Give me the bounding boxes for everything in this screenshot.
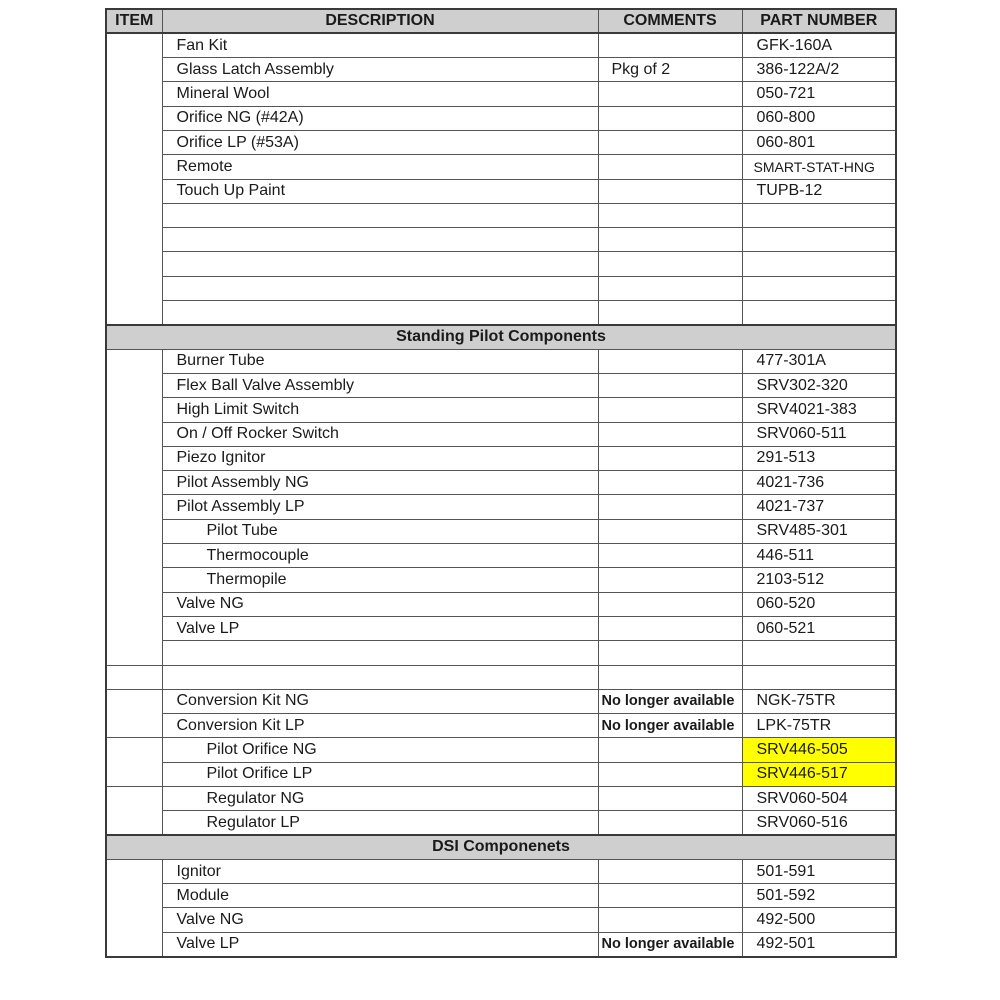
part-number-cell: 501-592 [742,884,896,908]
comments-cell [598,203,742,227]
item-cell [106,349,162,373]
comments-cell [598,179,742,203]
item-cell [106,859,162,883]
part-number-cell [742,665,896,689]
section-title: DSI Componenets [106,835,896,859]
table-row [106,179,896,203]
part-number-cell: 060-800 [742,106,896,130]
table-row [106,714,896,738]
part-number-cell [742,228,896,252]
part-number-cell: 477-301A [742,349,896,373]
table-row [106,106,896,130]
part-number-cell [742,641,896,665]
description-cell: Ignitor [162,859,598,883]
table-row [106,58,896,82]
comments-cell [598,349,742,373]
item-cell [106,82,162,106]
item-cell [106,908,162,932]
item-cell [106,884,162,908]
description-cell [162,228,598,252]
table-row [106,82,896,106]
description-cell: Orifice LP (#53A) [162,130,598,154]
comments-cell [598,471,742,495]
description-cell [162,203,598,227]
comments-cell [598,811,742,835]
part-number-cell-highlighted: SRV446-505 [742,738,896,762]
item-cell [106,592,162,616]
comments-cell [598,592,742,616]
description-cell [162,301,598,325]
item-cell [106,276,162,300]
item-cell [106,301,162,325]
comments-cell [598,106,742,130]
description-cell: Valve LP [162,932,598,956]
empty-row [106,252,896,276]
description-cell: Valve LP [162,616,598,640]
item-cell [106,641,162,665]
item-cell [106,398,162,422]
part-number-cell: 060-520 [742,592,896,616]
part-number-cell: 060-801 [742,130,896,154]
comments-cell [598,616,742,640]
part-number-cell: 446-511 [742,544,896,568]
description-cell: Module [162,884,598,908]
part-number-cell: 291-513 [742,446,896,470]
table-row [106,592,896,616]
description-cell: Touch Up Paint [162,179,598,203]
item-cell [106,228,162,252]
item-cell [106,446,162,470]
table-row [106,130,896,154]
table-row [106,689,896,713]
section-header-dsi [106,835,896,859]
item-cell [106,106,162,130]
comments-cell [598,641,742,665]
part-number-cell [742,252,896,276]
item-cell [106,422,162,446]
comments-cell [598,82,742,106]
table-row [106,471,896,495]
header-part-number: PART NUMBER [742,9,896,33]
table-row [106,155,896,179]
item-cell [106,544,162,568]
table-row [106,33,896,57]
comments-cell [598,787,742,811]
part-number-cell: 501-591 [742,859,896,883]
description-cell: Fan Kit [162,33,598,57]
item-cell [106,471,162,495]
table-row [106,908,896,932]
comments-cell [598,519,742,543]
comments-cell: No longer available [598,714,742,738]
comments-cell [598,252,742,276]
table-row [106,398,896,422]
part-number-cell: LPK-75TR [742,714,896,738]
comments-cell [598,908,742,932]
section-header-standing-pilot [106,325,896,349]
part-number-cell: 492-500 [742,908,896,932]
description-cell: Thermocouple [162,544,598,568]
item-cell [106,495,162,519]
empty-row [106,203,896,227]
table-row [106,446,896,470]
header-item: ITEM [106,9,162,33]
description-cell: Pilot Assembly NG [162,471,598,495]
comments-cell [598,568,742,592]
description-cell: Pilot Assembly LP [162,495,598,519]
description-cell: Flex Ball Valve Assembly [162,373,598,397]
item-cell [106,179,162,203]
description-cell: High Limit Switch [162,398,598,422]
header-comments: COMMENTS [598,9,742,33]
item-cell [106,568,162,592]
part-number-cell [742,276,896,300]
table-row [106,495,896,519]
description-cell: Remote [162,155,598,179]
comments-cell: No longer available [598,932,742,956]
table-row [106,422,896,446]
comments-cell [598,665,742,689]
item-cell [106,787,162,811]
comments-cell: Pkg of 2 [598,58,742,82]
table-row [106,859,896,883]
comments-cell [598,276,742,300]
empty-row [106,665,896,689]
comments-cell [598,398,742,422]
part-number-cell: SRV4021-383 [742,398,896,422]
part-number-cell: 050-721 [742,82,896,106]
description-cell: Pilot Orifice NG [162,738,598,762]
table-row [106,544,896,568]
empty-row [106,276,896,300]
part-number-cell: GFK-160A [742,33,896,57]
part-number-cell: 386-122A/2 [742,58,896,82]
empty-row [106,301,896,325]
description-cell [162,641,598,665]
item-cell [106,58,162,82]
part-number-cell: 2103-512 [742,568,896,592]
item-cell [106,33,162,57]
item-cell [106,155,162,179]
item-cell [106,616,162,640]
comments-cell [598,33,742,57]
item-cell [106,689,162,713]
description-cell: Glass Latch Assembly [162,58,598,82]
table-row [106,738,896,762]
comments-cell [598,762,742,786]
part-number-cell-highlighted: SRV446-517 [742,762,896,786]
part-number-cell [742,203,896,227]
description-cell: Orifice NG (#42A) [162,106,598,130]
item-cell [106,738,162,762]
item-cell [106,252,162,276]
table-row [106,811,896,835]
section-title: Standing Pilot Components [106,325,896,349]
item-cell [106,665,162,689]
description-cell: Conversion Kit LP [162,714,598,738]
part-number-cell: 060-521 [742,616,896,640]
description-cell: On / Off Rocker Switch [162,422,598,446]
table-row [106,787,896,811]
description-cell: Burner Tube [162,349,598,373]
part-number-cell: NGK-75TR [742,689,896,713]
table-row [106,884,896,908]
item-cell [106,203,162,227]
part-number-cell: SRV060-504 [742,787,896,811]
comments-cell [598,859,742,883]
description-cell [162,665,598,689]
empty-row [106,641,896,665]
description-cell: Thermopile [162,568,598,592]
description-cell: Mineral Wool [162,82,598,106]
comments-cell [598,373,742,397]
part-number-cell: SRV060-511 [742,422,896,446]
parts-list-table [105,8,897,958]
table-row [106,762,896,786]
comments-cell [598,422,742,446]
description-cell: Valve NG [162,592,598,616]
table-row [106,616,896,640]
description-cell: Valve NG [162,908,598,932]
comments-cell [598,155,742,179]
comments-cell [598,738,742,762]
description-cell: Piezo Ignitor [162,446,598,470]
table-row [106,349,896,373]
part-number-cell: SRV485-301 [742,519,896,543]
description-cell [162,276,598,300]
description-cell [162,252,598,276]
comments-cell [598,495,742,519]
item-cell [106,932,162,956]
comments-cell [598,228,742,252]
part-number-cell [742,301,896,325]
table-row [106,519,896,543]
item-cell [106,130,162,154]
comments-cell [598,301,742,325]
item-cell [106,811,162,835]
table-header-row [106,9,896,33]
table-row [106,568,896,592]
description-cell: Pilot Tube [162,519,598,543]
comments-cell [598,544,742,568]
description-cell: Regulator NG [162,787,598,811]
comments-cell [598,446,742,470]
part-number-cell: SRV302-320 [742,373,896,397]
part-number-cell: TUPB-12 [742,179,896,203]
item-cell [106,762,162,786]
comments-cell: No longer available [598,689,742,713]
part-number-cell: 4021-737 [742,495,896,519]
part-number-cell: 4021-736 [742,471,896,495]
item-cell [106,373,162,397]
empty-row [106,228,896,252]
description-cell: Pilot Orifice LP [162,762,598,786]
comments-cell [598,884,742,908]
header-description: DESCRIPTION [162,9,598,33]
description-cell: Regulator LP [162,811,598,835]
comments-cell [598,130,742,154]
part-number-cell: SRV060-516 [742,811,896,835]
table-row [106,373,896,397]
part-number-cell: 492-501 [742,932,896,956]
item-cell [106,714,162,738]
table-row [106,932,896,956]
item-cell [106,519,162,543]
part-number-cell: SMART-STAT-HNG [742,155,896,179]
description-cell: Conversion Kit NG [162,689,598,713]
